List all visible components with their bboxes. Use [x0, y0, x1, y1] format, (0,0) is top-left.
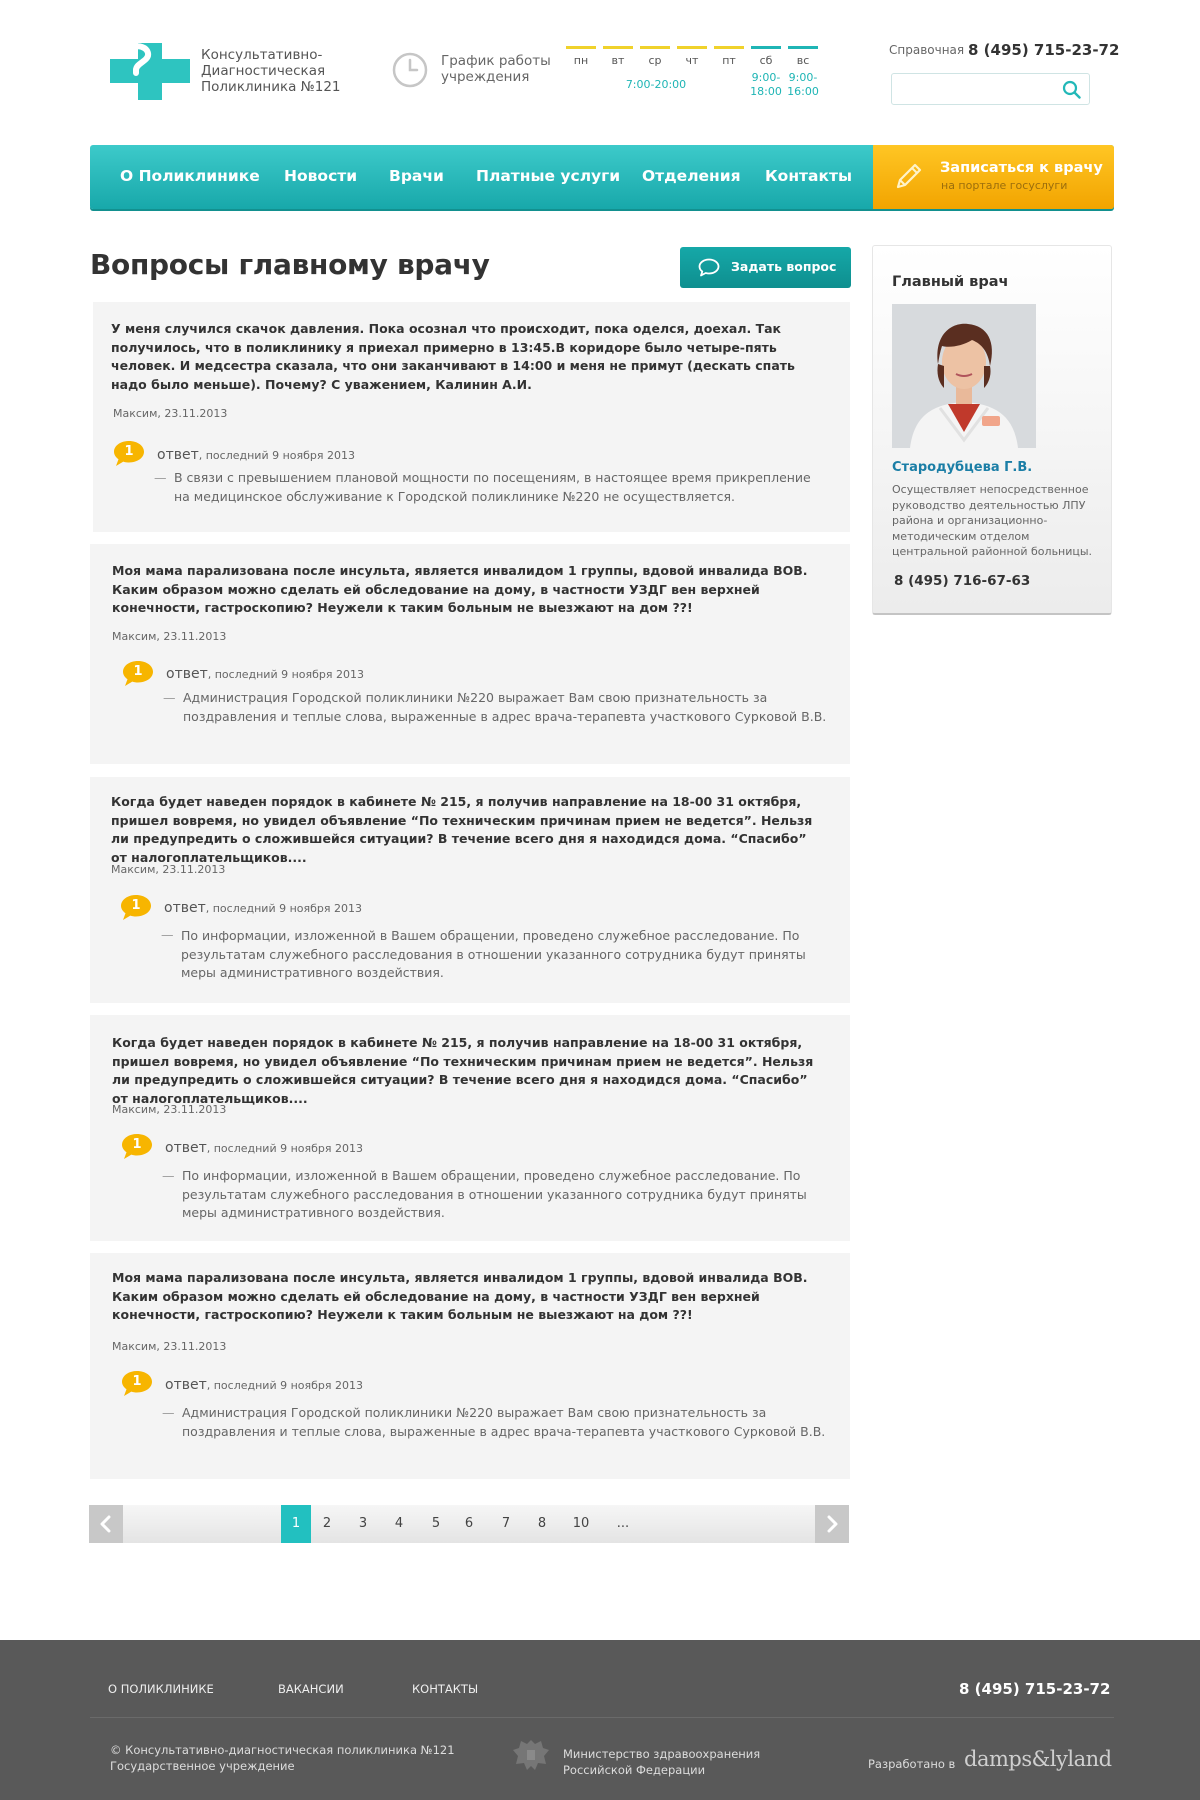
developer-logo[interactable]: damps&lyland [964, 1747, 1112, 1771]
search-icon[interactable] [1062, 80, 1081, 99]
day-thu: чт [677, 46, 707, 67]
developer-label: Разработано в [868, 1757, 956, 1771]
question-card [90, 777, 850, 1003]
page-5[interactable]: 5 [431, 1516, 441, 1531]
answer-count-badge[interactable] [120, 1132, 154, 1162]
answer-count: 1 [132, 1374, 142, 1389]
page-1[interactable]: 1 [281, 1505, 311, 1543]
question-text: Когда будет наведен порядок в кабинете № 215, я получив направление на 18-00 31 октября, пришел вовремя, но увидел объявление “По техническим причинам прием не ведется”. Нельзя ли предупредить о сложившейся ситуации? В течение всего дня я находидся дома. “Спасибо” от налогоплательщиков.... [112, 1035, 814, 1106]
answer-count: 1 [133, 664, 143, 679]
day-sat: сб [751, 46, 781, 67]
answer-dash: — [162, 1405, 175, 1420]
main-nav [90, 145, 1114, 209]
page-ellipsis[interactable]: ... [616, 1516, 630, 1531]
site-footer [0, 1640, 1200, 1800]
page-8[interactable]: 8 [537, 1516, 547, 1531]
answer-header[interactable] [165, 1374, 363, 1393]
chevron-right-icon[interactable] [815, 1505, 849, 1543]
answer-count-badge[interactable] [120, 1369, 154, 1399]
sidebar-title: Главный врач [892, 274, 1009, 290]
cta-title: Записаться к врачу [940, 160, 1103, 176]
answer-count-badge[interactable] [121, 659, 155, 689]
nav-item-paid-services[interactable]: Платные услуги [476, 167, 621, 185]
nav-item-about[interactable]: О Поликлинике [120, 167, 260, 185]
ask-question-button[interactable] [680, 247, 851, 288]
answer-header[interactable] [166, 663, 364, 682]
answer-date: , последний 9 ноября 2013 [206, 1379, 364, 1392]
answer-dash: — [163, 690, 176, 705]
cta-subtitle: на портале госуслуги [941, 179, 1068, 192]
chief-doctor-panel [872, 245, 1112, 615]
ministry-line-2: Российской Федерации [563, 1762, 706, 1777]
question-meta: Максим, 23.11.2013 [112, 1103, 227, 1116]
answer-count: 1 [124, 444, 134, 459]
question-card [90, 544, 850, 764]
answer-dash: — [154, 470, 167, 485]
footer-link-contacts[interactable]: КОНТАКТЫ [412, 1682, 479, 1696]
answer-date: , последний 9 ноября 2013 [207, 668, 365, 681]
answer-count-badge[interactable] [112, 439, 146, 469]
clinic-name: Консультативно-Диагностическая Поликлиника №121 [201, 47, 341, 95]
question-meta: Максим, 23.11.2013 [111, 863, 226, 876]
answer-word: ответ [157, 447, 199, 463]
answer-word: ответ [166, 666, 208, 682]
answer-date: , последний 9 ноября 2013 [198, 449, 356, 462]
answer-header[interactable] [157, 444, 355, 463]
day-fri: пт [714, 46, 744, 67]
answer-count: 1 [131, 898, 141, 913]
search-box [891, 73, 1090, 105]
schedule-days [566, 46, 822, 106]
saturday-hours: 9:00-18:00 [750, 71, 782, 98]
question-card [93, 302, 850, 532]
answer-date: , последний 9 ноября 2013 [206, 1142, 364, 1155]
page-10[interactable]: 10 [572, 1516, 590, 1531]
answer-text: В связи с превышением плановой мощности по посещениям, в настоящее время прикрепление на медицинское обслуживание к Городской поликлинике №220 не осуществляется. [174, 470, 811, 504]
chevron-left-icon[interactable] [89, 1505, 123, 1543]
pencil-icon [891, 160, 925, 194]
page-2[interactable]: 2 [322, 1516, 332, 1531]
question-meta: Максим, 23.11.2013 [112, 630, 227, 643]
doctor-photo[interactable] [892, 304, 1036, 448]
page-4[interactable]: 4 [394, 1516, 404, 1531]
footer-phone[interactable]: 8 (495) 715-23-72 [959, 1680, 1111, 1698]
answer-text: По информации, изложенной в Вашем обращении, проведено служебное расследование. По результатам служебного расследования в отношении указанного сотрудника будут приняты меры административного воздействия. [181, 928, 806, 980]
ask-question-label: Задать вопрос [731, 259, 837, 274]
doctor-phone[interactable]: 8 (495) 716-67-63 [894, 573, 1031, 589]
day-tue: вт [603, 46, 633, 67]
answer-text: Администрация Городской поликлиники №220 выражает Вам свою признательность за поздравления и теплые слова, выраженные в адрес врача-терапевта участкового Сурковой В.В. [183, 690, 827, 724]
header-phone[interactable]: 8 (495) 715-23-72 [968, 41, 1120, 59]
day-mon: пн [566, 46, 596, 67]
footer-divider [90, 1717, 1114, 1718]
medical-cross-logo[interactable] [110, 43, 190, 100]
pagination [89, 1505, 849, 1543]
speech-bubble-icon [698, 258, 720, 277]
nav-item-departments[interactable]: Отделения [642, 167, 741, 185]
question-text: Моя мама парализована после инсульта, является инвалидом 1 группы, вдовой инвалида ВОВ. Каким образом можно сделать ей обследование на дому, в частности УЗДГ вен верхней конечности, гастроскопию? Неужели к таким больным не выезжают на дом ??! [112, 563, 808, 615]
page-6[interactable]: 6 [464, 1516, 474, 1531]
answer-dash: — [162, 1168, 175, 1183]
sunday-hours: 9:00-16:00 [787, 71, 819, 98]
doctor-description: Осуществляет непосредственное руководство деятельностью ЛПУ района и организационно-методическим отделом центральной районной больницы. [892, 483, 1093, 558]
page-3[interactable]: 3 [358, 1516, 368, 1531]
book-appointment-button[interactable] [873, 145, 1114, 209]
clock-icon [392, 52, 428, 88]
question-meta: Максим, 23.11.2013 [113, 407, 228, 420]
site-header [0, 0, 1200, 140]
page-title: Вопросы главному врачу [90, 248, 490, 281]
answer-text: По информации, изложенной в Вашем обращении, проведено служебное расследование. По результатам служебного расследования в отношении указанного сотрудника будут приняты меры административного воздействия. [182, 1168, 807, 1220]
copyright-line-2: Государственное учреждение [110, 1758, 295, 1773]
answer-word: ответ [164, 900, 206, 916]
nav-item-doctors[interactable]: Врачи [389, 167, 444, 185]
question-text: Моя мама парализована после инсульта, является инвалидом 1 группы, вдовой инвалида ВОВ. Каким образом можно сделать ей обследование на дому, в частности УЗДГ вен верхней конечности, гастроскопию? Неужели к таким больным не выезжают на дом ??! [112, 1270, 808, 1322]
coat-of-arms-icon [511, 1736, 551, 1776]
answer-dash: — [161, 927, 174, 942]
nav-item-news[interactable]: Новости [284, 167, 358, 185]
ministry-name[interactable] [563, 1747, 760, 1778]
phone-label: Справочная [889, 43, 965, 57]
footer-copyright [110, 1743, 455, 1774]
nav-item-contacts[interactable]: Контакты [765, 167, 852, 185]
question-text: Когда будет наведен порядок в кабинете № 215, я получив направление на 18-00 31 октября, пришел вовремя, но увидел объявление “По техническим причинам прием не ведется”. Нельзя ли предупредить о сложившейся ситуации? В течение всего дня я находидся дома. “Спасибо” от налогоплательщиков.... [111, 794, 813, 865]
answer-count: 1 [132, 1137, 142, 1152]
day-wed: ср [640, 46, 670, 67]
doctor-name[interactable]: Стародубцева Г.В. [892, 460, 1033, 475]
day-sun: вс [788, 46, 818, 67]
page-7[interactable]: 7 [501, 1516, 511, 1531]
copyright-line-1: © Консультативно-диагностическая поликлиника №121 [110, 1743, 455, 1757]
answer-date: , последний 9 ноября 2013 [205, 902, 363, 915]
answer-header[interactable] [164, 897, 362, 916]
question-card [90, 1253, 850, 1479]
question-card [90, 1015, 850, 1241]
footer-link-about[interactable]: О ПОЛИКЛИНИКЕ [108, 1682, 214, 1696]
question-meta: Максим, 23.11.2013 [112, 1340, 227, 1353]
answer-header[interactable] [165, 1137, 363, 1156]
answer-text: Администрация Городской поликлиники №220 выражает Вам свою признательность за поздравления и теплые слова, выраженные в адрес врача-терапевта участкового Сурковой В.В. [182, 1405, 826, 1439]
weekday-hours: 7:00-20:00 [625, 78, 687, 91]
answer-word: ответ [165, 1377, 207, 1393]
search-input[interactable] [900, 80, 1050, 98]
answer-word: ответ [165, 1140, 207, 1156]
answer-count-badge[interactable] [119, 893, 153, 923]
footer-link-vacancies[interactable]: ВАКАНСИИ [278, 1682, 344, 1696]
schedule-label: График работы учреждения [441, 53, 551, 85]
question-text: У меня случился скачок давления. Пока осознал что происходит, пока оделся, доехал. Так получилось, что в поликлинику я приехал примерно в 13:45.В коридоре было четыре-пять человек. И медсестра сказала, что они заканчивают в 14:00 и меня не примут (дескать спать надо было меньше). Почему? С уважением, Калинин А.И. [111, 321, 795, 392]
ministry-line-1: Министерство здравоохранения [563, 1747, 761, 1761]
